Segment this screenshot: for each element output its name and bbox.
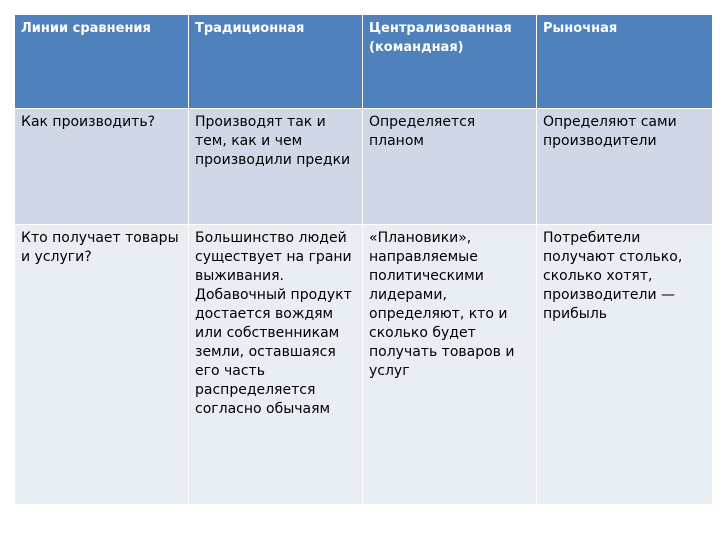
table-row (15, 109, 713, 225)
header-comparison-lines: Линии сравнения (15, 15, 189, 109)
cell-traditional-how: Производят так и тем, как и чем производили предки (189, 109, 363, 225)
table-row (15, 225, 713, 505)
cell-traditional-who: Большинство людей существует на грани выживания. Добавочный продукт достается вождям или собственникам земли, оставшаяся его часть распределяется согласно обычаям (189, 225, 363, 505)
header-traditional: Традиционная (189, 15, 363, 109)
cell-centralized-who: «Плановики», направляемые политическими лидерами, определяют, кто и сколько будет получать товаров и услуг (363, 225, 537, 505)
header-centralized: Централизованная (командная) (363, 15, 537, 109)
header-market: Рыночная (537, 15, 713, 109)
row-label-how-to-produce: Как производить? (15, 109, 189, 225)
row-label-who-receives: Кто получает товары и услуги? (15, 225, 189, 505)
cell-market-who: Потребители получают столько, сколько хотят, производители — прибыль (537, 225, 713, 505)
cell-market-how: Определяют сами производители (537, 109, 713, 225)
table-header-row (15, 15, 713, 109)
cell-centralized-how: Определяется планом (363, 109, 537, 225)
comparison-table (14, 14, 713, 505)
